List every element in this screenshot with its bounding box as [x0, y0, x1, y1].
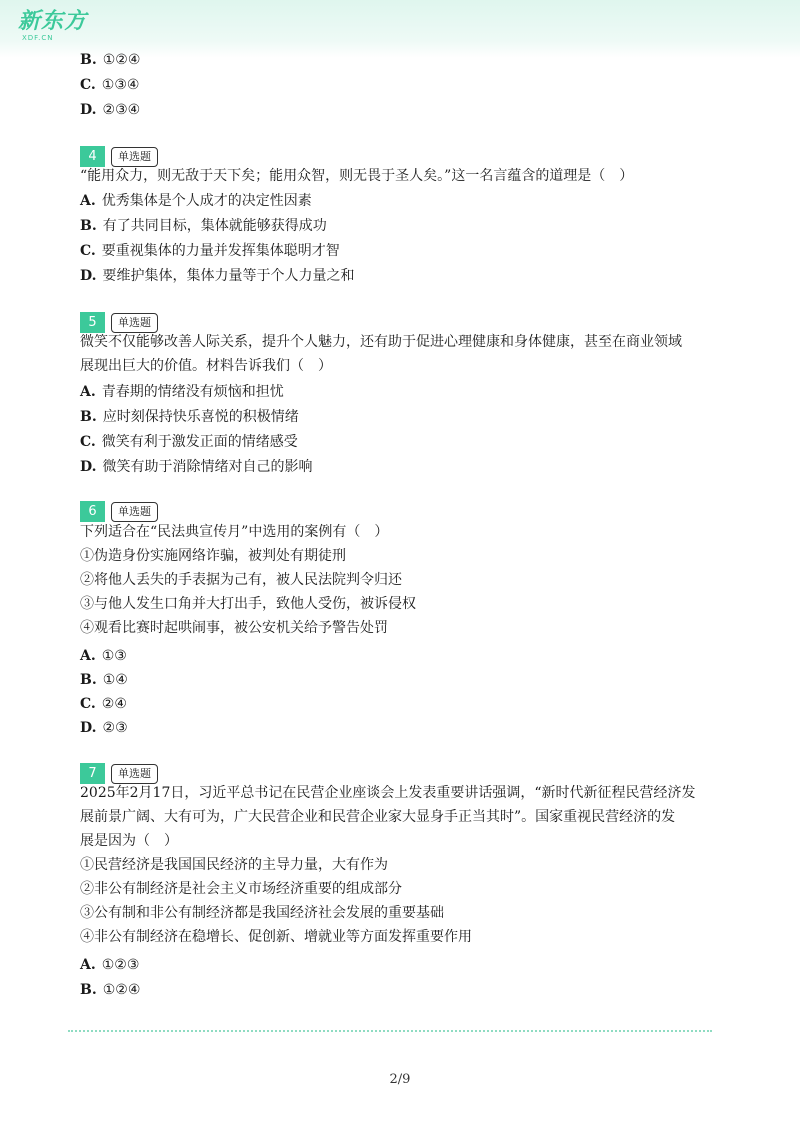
question-number-badge: 7 — [80, 763, 105, 784]
option-letter: D. — [80, 268, 97, 284]
option-text: 优秀集体是个人成才的决定性因素 — [101, 193, 312, 209]
question-stem-line: “能用众力，则无敌于天下矣；能用众智，则无畏于圣人矣。”这一名言蕴含的道理是（ ） — [80, 168, 634, 184]
answer-option — [80, 694, 127, 714]
option-text: 要维护集体，集体力量等于个人力量之和 — [102, 268, 355, 284]
answer-option — [80, 191, 312, 211]
option-letter: C. — [80, 696, 96, 712]
answer-option — [80, 646, 127, 666]
question-header — [80, 763, 158, 785]
answer-option — [80, 980, 140, 1000]
option-letter: A. — [80, 648, 96, 664]
option-text: 应时刻保持快乐喜悦的积极情绪 — [102, 409, 299, 425]
question-stem-line: 2025年2月17日，习近平总书记在民营企业座谈会上发表重要讲话强调，“新时代新征程民营经济发 — [80, 785, 696, 801]
answer-option — [80, 457, 313, 477]
question-stem-line: ③与他人发生口角并大打出手，致他人受伤，被诉侵权 — [80, 596, 416, 612]
answer-option — [80, 100, 140, 120]
question-header — [80, 146, 158, 168]
option-text: 要重视集体的力量并发挥集体聪明才智 — [101, 243, 340, 259]
option-letter: D. — [80, 720, 97, 736]
question-number-badge: 4 — [80, 146, 105, 167]
option-text: ①②④ — [102, 52, 141, 68]
answer-option — [80, 241, 340, 261]
option-text: 微笑有助于消除情绪对自己的影响 — [102, 459, 313, 475]
question-stem-line: ②将他人丢失的手表据为己有，被人民法院判令归还 — [80, 572, 402, 588]
question-stem-line: ④非公有制经济在稳增长、促创新、增就业等方面发挥重要作用 — [80, 929, 472, 945]
option-text: ①②④ — [102, 982, 141, 998]
answer-option — [80, 75, 139, 95]
option-letter: D. — [80, 459, 97, 475]
option-letter: A. — [80, 957, 96, 973]
option-letter: C. — [80, 434, 96, 450]
option-text: 有了共同目标，集体就能够获得成功 — [102, 218, 327, 234]
option-text: ①③④ — [101, 77, 140, 93]
question-stem-line: ①伪造身份实施网络诈骗，被判处有期徒刑 — [80, 548, 346, 564]
answer-option — [80, 382, 284, 402]
question-stem-line: 微笑不仅能够改善人际关系，提升个人魅力，还有助于促进心理健康和身体健康，甚至在商业领域 — [80, 334, 682, 350]
option-text: ②③ — [102, 720, 128, 736]
question-number-badge: 6 — [80, 501, 105, 522]
option-text: 微笑有利于激发正面的情绪感受 — [101, 434, 298, 450]
option-letter: B. — [80, 409, 97, 425]
question-type-tag: 单选题 — [111, 502, 158, 522]
question-header — [80, 312, 158, 334]
question-type-tag: 单选题 — [111, 147, 158, 167]
question-number-badge: 5 — [80, 312, 105, 333]
question-stem-line: 展现出巨大的价值。材料告诉我们（ ） — [80, 358, 332, 374]
question-stem-line: ④观看比赛时起哄闹事，被公安机关给予警告处罚 — [80, 620, 388, 636]
answer-option — [80, 670, 128, 690]
logo-text: 新东方 — [18, 9, 88, 34]
question-stem-line: 展前景广阔、大有可为，广大民营企业和民营企业家大显身手正当其时”。国家重视民营经济的发 — [80, 809, 676, 825]
question-stem-line: 下列适合在“民法典宣传月”中选用的案例有（ ） — [80, 524, 389, 540]
answer-option — [80, 718, 128, 738]
option-text: ①②③ — [101, 957, 140, 973]
answer-option — [80, 50, 140, 70]
answer-option — [80, 432, 298, 452]
question-header — [80, 501, 158, 523]
option-text: 青春期的情绪没有烦恼和担忧 — [101, 384, 284, 400]
option-letter: C. — [80, 243, 96, 259]
option-letter: B. — [80, 672, 97, 688]
question-type-tag: 单选题 — [111, 313, 158, 333]
option-text: ①④ — [102, 672, 128, 688]
answer-option — [80, 955, 139, 975]
option-text: ①③ — [101, 648, 127, 664]
option-letter: A. — [80, 193, 96, 209]
option-letter: B. — [80, 982, 97, 998]
page-number: 2/9 — [389, 1072, 411, 1087]
option-letter: B. — [80, 218, 97, 234]
logo-subtext: XDF.CN — [22, 34, 54, 42]
answer-option — [80, 407, 299, 427]
question-stem-line: ①民营经济是我国国民经济的主导力量，大有作为 — [80, 857, 388, 873]
option-letter: B. — [80, 52, 97, 68]
footer-divider — [68, 1030, 712, 1032]
answer-option — [80, 216, 327, 236]
question-stem-line: 展是因为（ ） — [80, 833, 178, 849]
option-text: ②④ — [101, 696, 127, 712]
question-stem-line: ②非公有制经济是社会主义市场经济重要的组成部分 — [80, 881, 402, 897]
option-letter: C. — [80, 77, 96, 93]
answer-option — [80, 266, 355, 286]
option-letter: D. — [80, 102, 97, 118]
question-stem-line: ③公有制和非公有制经济都是我国经济社会发展的重要基础 — [80, 905, 444, 921]
xdf-logo — [18, 10, 87, 42]
option-text: ②③④ — [102, 102, 141, 118]
question-type-tag: 单选题 — [111, 764, 158, 784]
option-letter: A. — [80, 384, 96, 400]
